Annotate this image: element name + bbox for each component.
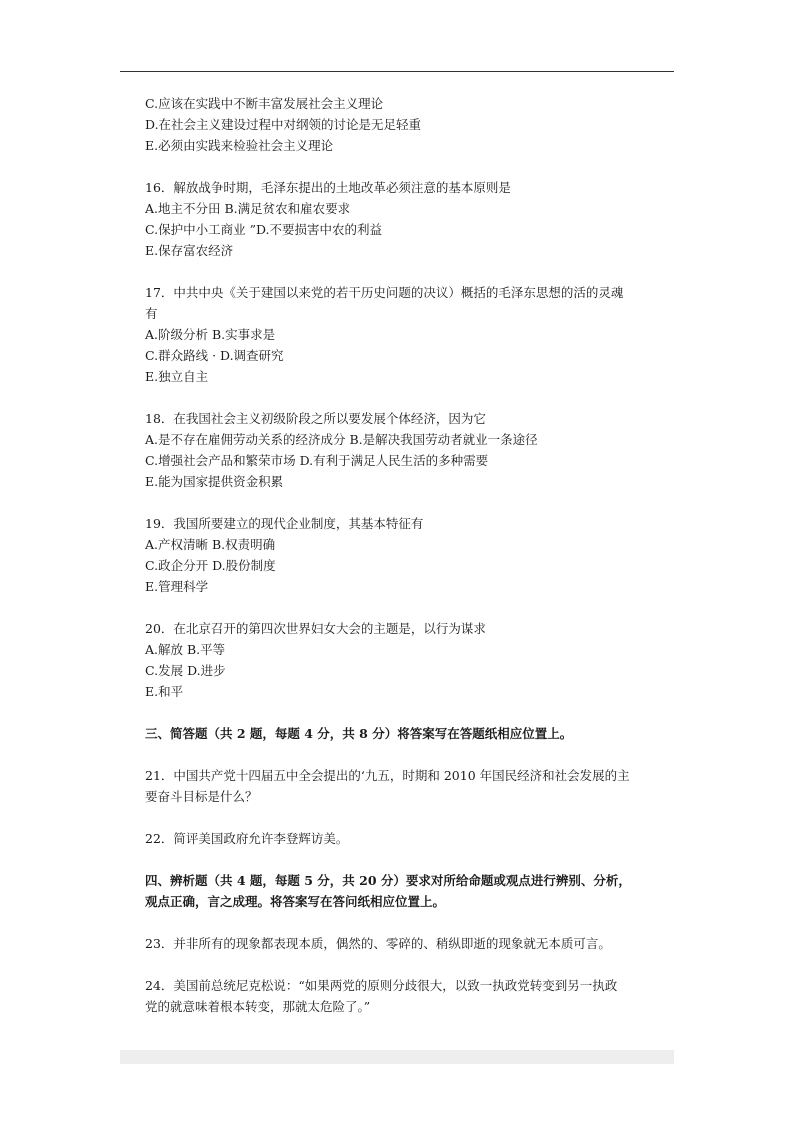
paragraph-gap: [145, 492, 675, 513]
text-line: A.产权清晰 B.权责明确: [145, 537, 276, 552]
text-line: 22．简评美国政府允许李登辉访美。: [145, 831, 349, 846]
text-line: E.独立自主: [145, 369, 209, 384]
paragraph-gap: [145, 261, 675, 282]
paragraph-gap: [145, 744, 675, 765]
footer-bar: [120, 1050, 674, 1064]
text-line: 23．并非所有的现象都表现本质，偶然的、零碎的、稍纵即逝的现象就无本质可言。: [145, 936, 611, 951]
text-line: 19．我国所要建立的现代企业制度，其基本特征有: [145, 516, 424, 531]
text-line: 21．中国共产党十四届五中全会提出的‘九五，时期和 2010 年国民经济和社会发展的主: [145, 768, 630, 783]
paragraph-gap: [145, 912, 675, 933]
text-line: 20．在北京召开的第四次世界妇女大会的主题是，以行为谋求: [145, 621, 486, 636]
section-heading-line: 三、简答题（共 2 题，每题 4 分，共 8 分）将答案写在答题纸相应位置上。: [145, 726, 573, 741]
text-line: C.增强社会产品和繁荣市场 D.有利于满足人民生活的多种需要: [145, 453, 489, 468]
text-line: A.解放 B.平等: [145, 642, 226, 657]
section-heading-line: 四、辨析题（共 4 题，每题 5 分，共 20 分）要求对所给命题或观点进行辨别、分析，: [145, 873, 631, 888]
text-line: E.保存富农经济: [145, 243, 234, 258]
text-line: 要奋斗目标是什么？: [145, 789, 258, 804]
text-line: C.群众路线 · D.调查研究: [145, 348, 284, 363]
text-line: D.在社会主义建设过程中对纲领的讨论是无足轻重: [145, 117, 422, 132]
text-line: 17．中共中央《关于建国以来党的若干历史问题的决议）概括的毛泽东思想的活的灵魂: [145, 285, 624, 300]
header-rule: [120, 71, 674, 72]
text-line: E.和平: [145, 684, 184, 699]
text-line: E.必须由实践来检验社会主义理论: [145, 138, 334, 153]
section-heading-line: 观点正确，言之成理。将答案写在答问纸相应位置上。: [145, 894, 446, 909]
text-line: C.保护中小工商业 ”D.不要损害中农的利益: [145, 222, 383, 237]
text-line: A.是不存在雇佣劳动关系的经济成分 B.是解决我国劳动者就业一条途径: [145, 432, 538, 447]
text-line: C.发展 D.进步: [145, 663, 226, 678]
paragraph-gap: [145, 387, 675, 408]
text-line: C.政企分开 D.股份制度: [145, 558, 276, 573]
document-body: [145, 93, 675, 1017]
text-line: 16．解放战争时期，毛泽东提出的土地改革必须注意的基本原则是: [145, 180, 511, 195]
text-line: 18．在我国社会主义初级阶段之所以要发展个体经济，因为它: [145, 411, 486, 426]
paragraph-gap: [145, 702, 675, 723]
text-line: 24．美国前总统尼克松说：“如果两党的原则分歧很大，以致一执政党转变到另一执政: [145, 978, 618, 993]
text-line: C.应该在实践中不断丰富发展社会主义理论: [145, 96, 384, 111]
paragraph-gap: [145, 597, 675, 618]
text-line: 有: [145, 306, 158, 321]
text-line: A.阶级分析 B.实事求是: [145, 327, 276, 342]
text-line: E.能为国家提供资金积累: [145, 474, 284, 489]
text-line: A.地主不分田 B.满足贫农和雇农要求: [145, 201, 351, 216]
paragraph-gap: [145, 156, 675, 177]
paragraph-gap: [145, 954, 675, 975]
paragraph-gap: [145, 849, 675, 870]
text-line: 党的就意味着根本转变，那就太危险了。”: [145, 999, 371, 1014]
text-line: E.管理科学: [145, 579, 209, 594]
paragraph-gap: [145, 807, 675, 828]
